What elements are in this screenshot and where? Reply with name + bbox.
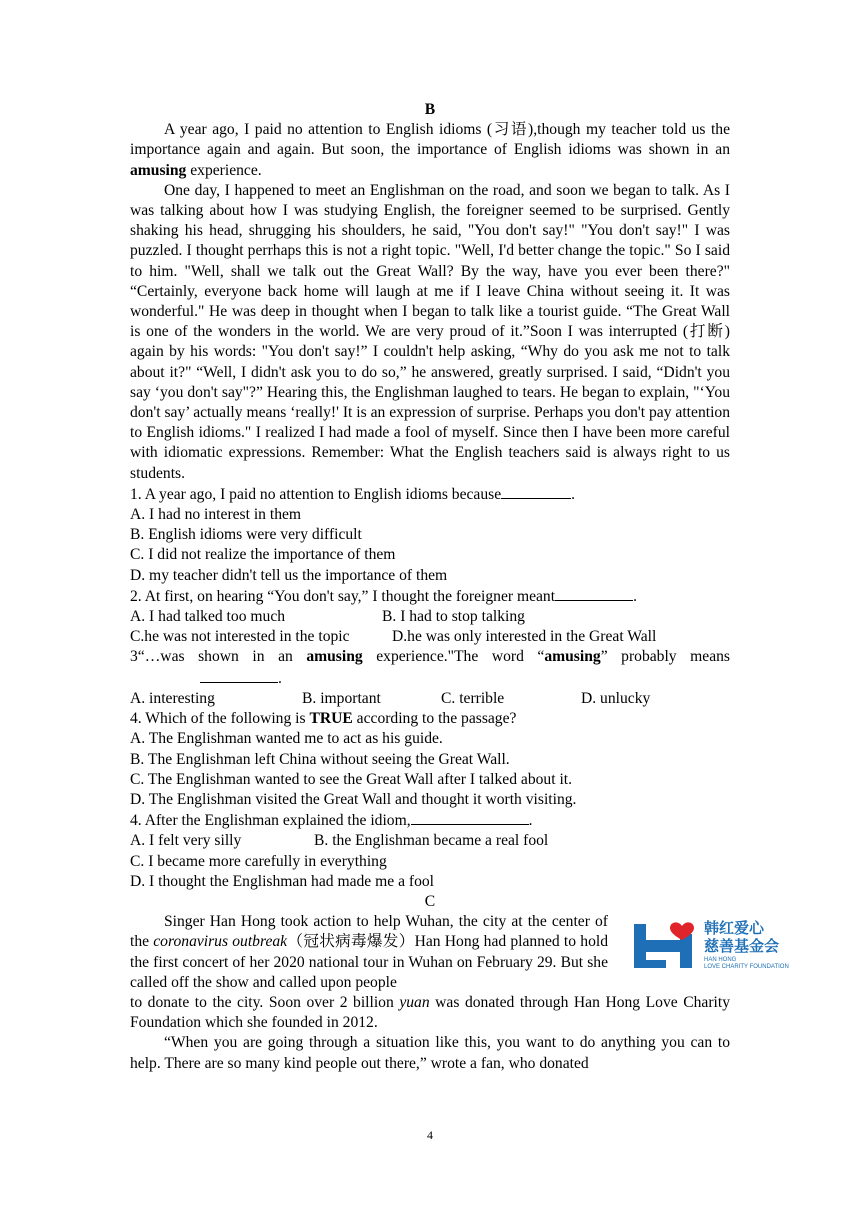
question-1-option-a: A. I had no interest in them [130, 506, 302, 524]
section-c-heading: C [424, 892, 436, 910]
question-3: 3“…was shown in an amusing experience."The word “amusing” probably means [130, 648, 730, 666]
question-2-option-b: B. I had to stop talking [382, 608, 525, 626]
question-4-option-d: D. The Englishman visited the Great Wall and thought it worth visiting. [130, 790, 577, 808]
question-4-option-c: C. The Englishman wanted to see the Great Wall after I talked about it. [130, 770, 573, 788]
question-5-option-b: B. the Englishman became a real fool [314, 832, 549, 850]
question-1-option-b: B. English idioms were very difficult [130, 526, 362, 544]
question-1: 1. A year ago, I paid no attention to English idioms because . [130, 485, 576, 503]
passage-b-paragraph-2: One day, I happened to meet an Englishman on the road, and soon we began to talk. As I was talking about how I was studying English, the foreigner seemed to be surprised. Gently shaking his head, shrugging his shoulders, he said, "You don't say!" "You don't say!" I was puzzled. I thought perrhaps this is not a right topic. "Well, I'd better change the topic." So I said to him. "Well, shall we talk out the Great Wall? By the way, have you ever been there?" “Certainly, everyone back home will laugh at me if I leave China without seeing it. It was wonderful." He was deep in thought when I began to talk like a tourist guide. “The Great Wall is one of the wonders in the world. We are very proud of it.”Soon I was interrupted (打断) again by his words: "You don't say!” I couldn't help asking, “Why do you ask me not to talk about it?" “Well, I didn't ask you to do so,” he answered, greatly surprised. I said, “Didn't you say ‘you don't say"?” Hearing this, the Englishman laughed to tears. He began to explain, "‘You don't say’ actually means ‘really!' It is an expression of surprise. Perhaps you don't pay attention to English idioms." I realized I had made a fool of myself. Since then I have been more careful with idiomatic expressions. Remember: What the English teachers said is always right to us students. [130, 181, 730, 482]
question-3-option-d: D. unlucky [581, 689, 651, 707]
logo-chinese-subtitle: 慈善基金会 [704, 936, 780, 955]
question-2-option-c: C.he was not interested in the topic [130, 628, 350, 646]
question-3-blank-line: . [130, 668, 730, 689]
question-2-options-row-2 [130, 627, 730, 647]
answer-blank [411, 810, 529, 825]
section-c [130, 892, 789, 1074]
question-4: 4. Which of the following is TRUE according to the passage? [130, 710, 517, 728]
passage-b-paragraph-1: A year ago, I paid no attention to English idioms (习语),though my teacher told us the importance again and again. But soon, the importance of English idioms was shown in an amusing experience. [130, 121, 730, 179]
charity-foundation-logo [632, 920, 810, 972]
page-number: 4 [427, 1128, 433, 1142]
answer-blank [200, 668, 278, 683]
question-1-option-d: D. my teacher didn't tell us the importance of them [130, 566, 448, 584]
question-5-option-d: D. I thought the Englishman had made me a fool [130, 872, 435, 890]
question-2-option-d: D.he was only interested in the Great Wall [392, 628, 657, 646]
answer-blank [501, 484, 571, 499]
question-5-option-a: A. I felt very silly [130, 832, 242, 850]
document-page [130, 100, 789, 1074]
passage-c-paragraph-2: “When you are going through a situation like this, you want to do anything you can to help. There are so many kind people out there,” wrote a fan, who donated [130, 1034, 730, 1072]
section-b-heading: B [424, 101, 436, 118]
logo-english-name: HAN HONG [704, 956, 737, 963]
question-2: 2. At first, on hearing “You don't say,” I thought the foreigner meant . [130, 587, 637, 605]
logo-english-subtitle: LOVE CHARITY FOUNDATION [704, 963, 789, 970]
answer-blank [555, 586, 633, 601]
question-5-option-c: C. I became more carefully in everything [130, 852, 387, 870]
question-3-option-a: A. interesting [130, 689, 215, 707]
passage-c-paragraph-1-continued: to donate to the city. Soon over 2 billion yuan was donated through Han Hong Love Charity Foundation which she founded in 2012. [130, 993, 730, 1032]
question-3-option-c: C. terrible [441, 689, 505, 707]
question-4-option-b: B. The Englishman left China without seeing the Great Wall. [130, 750, 510, 768]
question-1-option-c: C. I did not realize the importance of them [130, 546, 396, 564]
logo-chinese-name: 韩红爱心 [704, 918, 765, 937]
passage-c-paragraph-1-wrapped: Singer Han Hong took action to help Wuhan, the city at the center of the coronavirus outbreak（冠状病毒爆发）Han Hong had planned to hold the first concert of her 2020 national tour in Wuhan on February 29. But she called off the show and called upon people [130, 913, 608, 991]
question-3-option-b: B. important [302, 689, 381, 707]
question-3-options [130, 689, 730, 709]
question-5-options-row-1 [130, 831, 730, 851]
question-4-option-a: A. The Englishman wanted me to act as his guide. [130, 730, 443, 748]
question-5: 4. After the Englishman explained the idiom, . [130, 812, 533, 830]
question-2-options-row-1 [130, 607, 730, 627]
question-2-option-a: A. I had talked too much [130, 608, 286, 626]
